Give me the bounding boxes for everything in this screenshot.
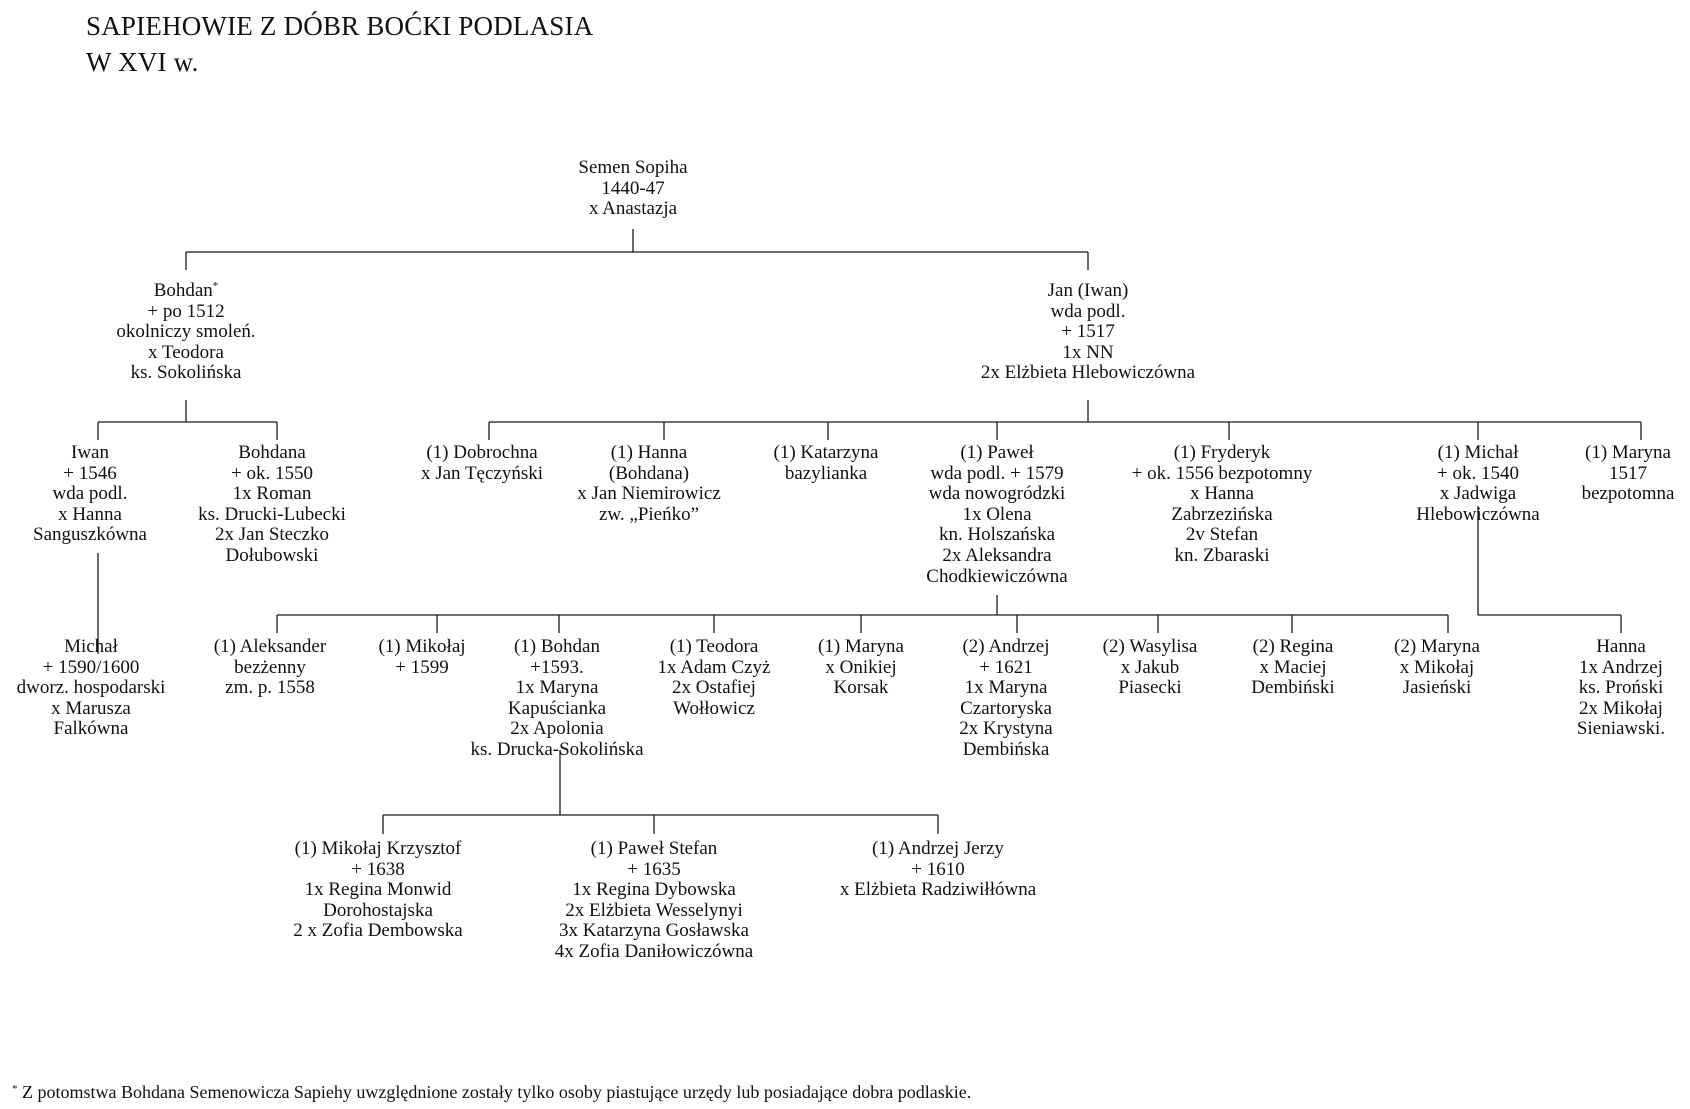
person-mikolaj-krzysztof	[293, 839, 462, 942]
node-line: (1) Mikołaj	[378, 636, 466, 657]
node-line: 1440-47	[601, 177, 665, 199]
node-line: x Mikołaj	[1399, 656, 1475, 678]
node-line: + 1610	[911, 858, 965, 880]
person-name: Bohdan	[153, 280, 213, 301]
person-dobrochna	[421, 443, 543, 484]
node-line: (1) Paweł Stefan	[590, 838, 718, 859]
person-semen-sopiha	[578, 158, 687, 220]
node-line: Sieniawski.	[1576, 718, 1666, 740]
node-line: + ok. 1540	[1437, 462, 1519, 484]
node-line: wda nowogródzki	[928, 483, 1066, 505]
node-line: ks. Sokolińska	[130, 362, 242, 384]
node-line: ks. Proński	[1578, 677, 1664, 699]
person-maryna-jasienski	[1394, 637, 1480, 699]
node-line: 1x Roman	[232, 483, 312, 505]
node-line: 2x Mikołaj	[1579, 697, 1663, 719]
person-iwan	[33, 443, 147, 546]
node-line: +1593.	[530, 656, 584, 678]
node-line: + po 1512	[147, 300, 225, 322]
node-line: wda podl.	[52, 483, 128, 505]
person-andrzej-jerzy	[840, 839, 1036, 901]
node-line: Kapuścianka	[507, 697, 607, 719]
node-line: + ok. 1550	[231, 462, 313, 484]
node-line	[116, 281, 255, 302]
person-pawel	[926, 443, 1067, 587]
node-line: (1) Paweł	[960, 442, 1034, 463]
node-line: zm. p. 1558	[225, 677, 315, 699]
person-michal-1540	[1416, 443, 1539, 525]
node-line: 2 x Zofia Dembowska	[293, 920, 463, 942]
node-line: (2) Regina	[1252, 636, 1334, 657]
node-line: Dembiński	[1251, 677, 1335, 699]
node-line: + 1638	[351, 858, 405, 880]
node-line: + 1599	[395, 656, 449, 678]
node-line: bezpotomna	[1581, 483, 1675, 505]
node-line: Piasecki	[1118, 677, 1182, 699]
person-bohdan-sr	[116, 281, 255, 384]
node-line: 2x Apolonia	[510, 718, 604, 740]
node-line: (1) Dobrochna	[426, 442, 538, 463]
node-line: 2v Stefan	[1185, 524, 1259, 546]
node-line: + 1621	[979, 656, 1033, 678]
person-bohdana	[198, 443, 346, 567]
node-line: (1) Michał	[1437, 442, 1519, 463]
node-line: Bohdana	[238, 442, 306, 463]
node-line: x Teodora	[148, 341, 224, 363]
node-line: 3x Katarzyna Gosławska	[559, 920, 749, 942]
footnote-text: Z potomstwa Bohdana Semenowicza Sapiehy uwzględnione zostały tylko osoby piastujące urzędy lub posiadające dobra podlaskie.	[17, 1082, 972, 1102]
node-line: okolniczy smoleń.	[116, 321, 256, 343]
node-line: Falkówna	[53, 718, 129, 740]
node-line: Hanna	[1596, 636, 1646, 657]
node-line: 1x Maryna	[964, 677, 1048, 699]
node-line: Wołłowicz	[673, 697, 755, 719]
node-line: (1) Maryna	[818, 636, 904, 657]
footnote	[12, 1081, 971, 1103]
node-line: x Hanna	[1190, 483, 1254, 505]
node-line: (1) Aleksander	[213, 636, 327, 657]
person-maryna-1517	[1582, 443, 1675, 505]
node-line: + 1635	[627, 858, 681, 880]
person-fryderyk	[1132, 443, 1313, 567]
node-line: 2x Aleksandra	[942, 544, 1052, 566]
node-line: (2) Maryna	[1394, 636, 1480, 657]
node-line: 1x Regina Monwid	[304, 879, 452, 901]
node-line: x Onikiej	[825, 656, 897, 678]
node-line: x Elżbieta Radziwiłłówna	[839, 879, 1037, 901]
node-line: 1517	[1608, 462, 1647, 484]
node-line: 1x Maryna	[515, 677, 599, 699]
node-line: Iwan	[71, 442, 109, 463]
node-line: Michał	[64, 636, 118, 657]
node-line: x Jadwiga	[1439, 483, 1517, 505]
title-line-2: W XVI w.	[86, 47, 199, 77]
person-michal-1590	[17, 637, 166, 740]
node-line: kn. Holszańska	[938, 524, 1056, 546]
node-line: bezżenny	[234, 656, 306, 678]
node-line: 1x Adam Czyż	[657, 656, 771, 678]
node-line: 2x Ostafiej	[672, 677, 756, 699]
node-line: (1) Teodora	[669, 636, 759, 657]
node-line: x Maciej	[1259, 656, 1327, 678]
person-maryna-korsak	[818, 637, 904, 699]
node-line: x Anastazja	[588, 198, 678, 220]
node-line: (2) Wasylisa	[1102, 636, 1198, 657]
node-line: zw. „Pieńko”	[598, 503, 700, 525]
node-line: Czartoryska	[960, 697, 1052, 719]
node-line: (1) Fryderyk	[1173, 442, 1271, 463]
node-line: ks. Drucki-Lubecki	[198, 503, 346, 525]
node-line: bazylianka	[784, 462, 868, 484]
node-line: Sanguszkówna	[33, 524, 147, 546]
node-line: x Jan Niemirowicz	[577, 483, 721, 505]
node-line: (2) Andrzej	[962, 636, 1050, 657]
node-line: x Jakub	[1120, 656, 1180, 678]
node-line: x Jan Tęczyński	[420, 462, 544, 484]
node-line: + ok. 1556 bezpotomny	[1131, 462, 1313, 484]
node-line: Dembińska	[962, 738, 1050, 760]
node-line: Jan (Iwan)	[1047, 280, 1129, 301]
person-hanna-bohdana	[577, 443, 721, 525]
node-line: 2x Elżbieta Hlebowiczówna	[980, 362, 1196, 384]
node-line: 2x Jan Steczko	[215, 524, 329, 546]
node-line: Zabrzezińska	[1171, 503, 1273, 525]
title-line-1: SAPIEHOWIE Z DÓBR BOĆKI PODLASIA	[86, 11, 594, 41]
node-line: 1x Regina Dybowska	[572, 879, 736, 901]
node-line: + 1517	[1061, 321, 1115, 343]
person-wasylisa	[1103, 637, 1198, 699]
person-hanna-pronski	[1577, 637, 1665, 740]
node-line: Semen Sopiha	[578, 157, 688, 178]
node-line: (1) Katarzyna	[773, 442, 879, 463]
node-line: (1) Bohdan	[513, 636, 600, 657]
node-line: (1) Andrzej Jerzy	[872, 838, 1004, 859]
footnote-marker: *	[12, 1083, 18, 1095]
node-line: Chodkiewiczówna	[926, 565, 1068, 587]
person-regina	[1251, 637, 1334, 699]
node-line: kn. Zbaraski	[1174, 544, 1270, 566]
node-line: Jasieński	[1402, 677, 1472, 699]
person-jan-iwan	[981, 281, 1195, 384]
node-line: 2x Krystyna	[959, 718, 1053, 740]
node-line: x Hanna	[58, 503, 122, 525]
node-line: (1) Hanna	[610, 442, 688, 463]
node-line: dworz. hospodarski	[16, 677, 166, 699]
node-line: + 1546	[63, 462, 117, 484]
node-line: 4x Zofia Daniłowiczówna	[554, 940, 754, 962]
node-line: wda podl.	[1050, 300, 1126, 322]
footnote-marker: *	[212, 280, 219, 292]
person-andrzej-1621	[959, 637, 1052, 761]
person-mikolaj-1599	[378, 637, 465, 678]
person-pawel-stefan	[555, 839, 753, 963]
node-line: 1x Olena	[962, 503, 1032, 525]
person-aleksander	[214, 637, 326, 699]
node-line: x Marusza	[51, 697, 131, 719]
node-line: (1) Mikołaj Krzysztof	[294, 838, 462, 859]
node-line: + 1590/1600	[42, 656, 140, 678]
node-line: Hlebowiczówna	[1416, 503, 1540, 525]
node-line: Korsak	[833, 677, 889, 699]
node-line: (Bohdana)	[608, 462, 690, 484]
node-line: (1) Maryna	[1584, 442, 1671, 463]
node-line: Dorohostajska	[323, 899, 433, 921]
node-line: wda podl. + 1579	[930, 462, 1064, 484]
person-bohdan-1593	[470, 637, 643, 761]
node-line: 2x Elżbieta Wesselynyi	[565, 899, 743, 921]
person-katarzyna	[774, 443, 879, 484]
person-teodora	[658, 637, 771, 719]
node-line: 1x Andrzej	[1579, 656, 1663, 678]
node-line: 1x NN	[1062, 341, 1114, 363]
node-line: ks. Drucka-Sokolińska	[470, 738, 644, 760]
node-line: Dołubowski	[225, 544, 319, 566]
